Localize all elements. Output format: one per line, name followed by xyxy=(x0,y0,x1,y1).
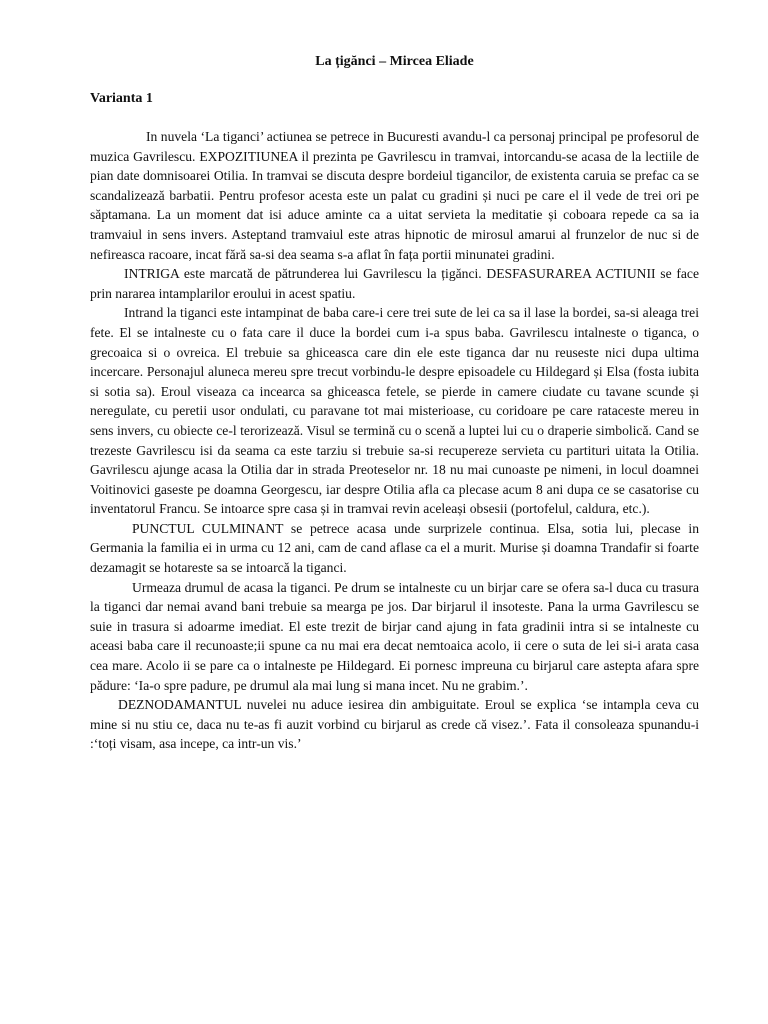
document-page xyxy=(90,52,699,754)
document-subtitle: Varianta 1 xyxy=(90,91,153,106)
paragraph-expozitiune: In nuvela ‘La tiganci’ actiunea se petrece in Bucuresti avandu-l ca personaj principal pe profesorul de muzica Gavrilescu. EXPOZITIUNEA il prezinta pe Gavrilescu in tramvai, intorcandu-se acasa de la lectiile de pian date domnisoarei Otilia. In tramvai se discuta despre bordeiul tigancilor, de existenta caruia se prefac ca se scandalizează barbatii. Pentru profesor acesta este un palat cu gradini și nuci pe care el il vede de trei ori pe săptamana. La un moment dat isi aduce aminte ca a uitat servieta la meditatie și coboara repede ca sa ia tramvaiul in sens invers. Asteptand tramvaiul este atras hipnotic de mirosul amarui al frunzelor de nuc si de nefireasca racoare, incat fără sa-si dea seama s-a aflat în fața portii minunatei gradini. xyxy=(90,129,699,262)
paragraph-drumul: Urmeaza drumul de acasa la tiganci. Pe drum se intalneste cu un birjar care se ofera sa-l duca cu trasura la tiganci dar nemai avand bani trebuie sa mearga pe jos. Dar birjarul il insoteste. Pana la urma Gavrilescu se suie in trasura si adoarme imediat. El este trezit de birjar cand ajung in fata gradinii intra si se intalneste cu aceasi baba care il recunoaste;ii spune ca nu mai era decat nemtoaica acolo, ii cere o suta de lei si-i arata casa cea mare. Acolo ii se pare ca o intalneste pe Hildegard. Ei pornesc impreuna cu birjarul care astepta afara spre pădure: ‘Ia-o spre padure, pe drumul ala mai lung si mana incet. Nu ne grabim.’. xyxy=(90,579,699,693)
paragraph-intriga: INTRIGA este marcată de pătrunderea lui Gavrilescu la țigănci. DESFASURAREA ACTIUNII se face prin nararea intamplarilor eroului in acest spatiu. xyxy=(90,266,699,301)
paragraph-desfasurare: Intrand la tiganci este intampinat de baba care-i cere trei sute de lei ca sa il lase la bordei, sa-si aleaga trei fete. El se intalneste cu o fata care il duce la bordei cum i-a spus baba. Gavrilescu intalneste o tiganca, o grecoaica si o ovreica. El trebuie sa ghiceasca care din ele este tiganca dar nu reuseste nici dupa ultima incercare. Personajul aluneca mereu spre trecut vorbindu-le despre episoadele cu Hildegard și Elsa (fosta iubita si sotia sa). Eroul viseaza ca incearca sa ghiceasca fetele, se pierde in camere ciudate cu tavane scunde și neregulate, cu peretii usor ondulati, cu paravane tot mai misterioase, cu coridoare pe care rataceste mereu in sens invers, cu obiecte ce-l terorizează. Visul se termină cu o scenă a luptei lui cu o draperie simbolică. Cand se trezeste Gavrilescu isi da seama ca este tarziu si trebuie sa-si recupereze servieta cu partituri uitata la Otilia. Gavrilescu ajunge acasa la Otilia dar in strada Preoteselor nr. 18 nu mai cunoaste pe nimeni, in locul doamnei Voitinovici gaseste pe doamna Georgescu, iar despre Otilia afla ca plecase acum 8 ani dupa ce se casatorise cu inventatorul Francu. Se intoarce spre casa și in tramvai revin aceleași obsesii (portofelul, caldura, etc.). xyxy=(90,305,699,517)
paragraph-deznodamant: DEZNODAMANTUL nuvelei nu aduce iesirea din ambiguitate. Eroul se explica ‘se intampla ceva cu mine si nu stiu ce, daca nu te-as fi auzit vorbind cu birjarul as crede că visez.’. Fata il consoleaza spunandu-i :‘toți visam, asa incepe, ca intr-un vis.’ xyxy=(90,697,699,752)
paragraph-punct-culminant: PUNCTUL CULMINANT se petrece acasa unde surprizele continua. Elsa, sotia lui, plecase in Germania la familia ei in urma cu 12 ani, cam de cand aflase ca el a murit. Murise și doamna Trandafir si foarte dezamagit se hotareste sa se intoarcă la tiganci. xyxy=(90,520,699,576)
document-title: La țigănci – Mircea Eliade xyxy=(315,54,474,69)
